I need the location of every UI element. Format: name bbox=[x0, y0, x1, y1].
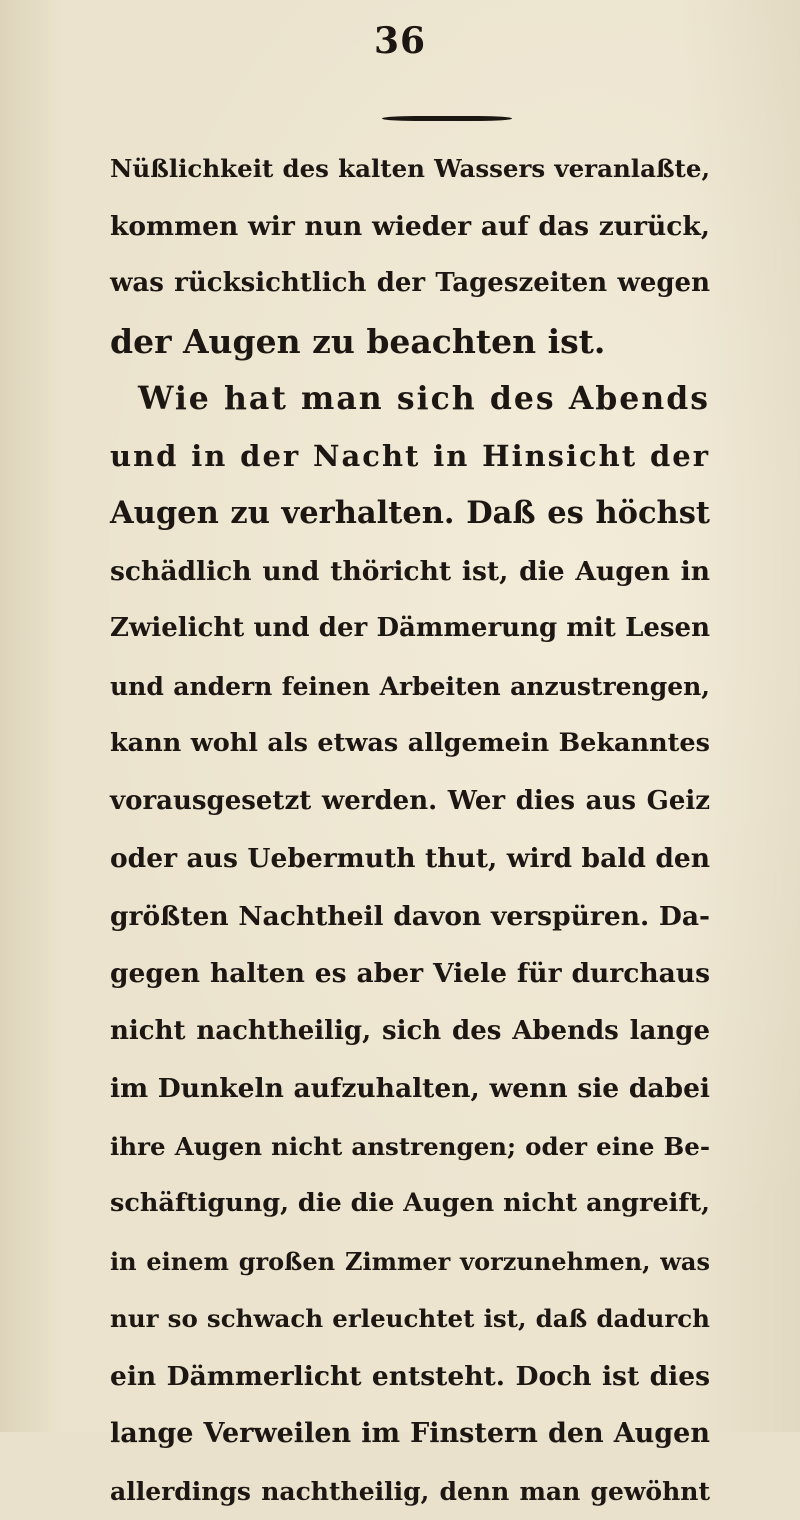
text-line: lange Verweilen im Finstern den Augen bbox=[110, 1405, 710, 1463]
body-text bbox=[110, 140, 710, 1520]
text-line: kommen wir nun wieder auf das zurück, bbox=[110, 198, 710, 256]
text-line: Augen zu verhalten. Daß es höchst bbox=[110, 485, 710, 543]
text-line: ein Dämmerlicht entsteht. Doch ist dies bbox=[110, 1348, 710, 1406]
text-line: im Dunkeln aufzuhalten, wenn sie dabei bbox=[110, 1060, 710, 1118]
text-line: nicht nachtheilig, sich des Abends lange bbox=[110, 1003, 710, 1061]
text-line: gegen halten es aber Viele für durchaus bbox=[110, 945, 710, 1003]
section-heading-line: Wie hat man sich des Abends bbox=[110, 370, 710, 428]
text-line: ihre Augen nicht anstrengen; oder eine Be- bbox=[110, 1118, 710, 1176]
text-line: schädlich und thöricht ist, die Augen in bbox=[110, 543, 710, 601]
text-line: Nüßlichkeit des kalten Wassers veranlaßte, bbox=[110, 140, 710, 198]
text-line: oder aus Uebermuth thut, wird bald den bbox=[110, 830, 710, 888]
text-line: in einem großen Zimmer vorzunehmen, was bbox=[110, 1233, 710, 1291]
text-line: Zwielicht und der Dämmerung mit Lesen bbox=[110, 600, 710, 658]
text-line: der Augen zu beachten ist. bbox=[110, 313, 710, 371]
text-line: allerdings nachtheilig, denn man gewöhnt bbox=[110, 1463, 710, 1520]
text-line: größten Nachtheil davon verspüren. Da- bbox=[110, 888, 710, 946]
text-line: kann wohl als etwas allgemein Bekanntes bbox=[110, 715, 710, 773]
text-line: nur so schwach erleuchtet ist, daß dadurch bbox=[110, 1290, 710, 1348]
section-heading-line: und in der Nacht in Hinsicht der bbox=[110, 428, 710, 486]
text-line: was rücksichtlich der Tageszeiten wegen bbox=[110, 255, 710, 313]
text-line: und andern feinen Arbeiten anzustrengen, bbox=[110, 658, 710, 716]
text-line: vorausgesetzt werden. Wer dies aus Geiz bbox=[110, 773, 710, 831]
ornamental-rule bbox=[382, 116, 512, 121]
page-number: 36 bbox=[0, 20, 800, 62]
text-line: schäftigung, die die Augen nicht angreift, bbox=[110, 1175, 710, 1233]
